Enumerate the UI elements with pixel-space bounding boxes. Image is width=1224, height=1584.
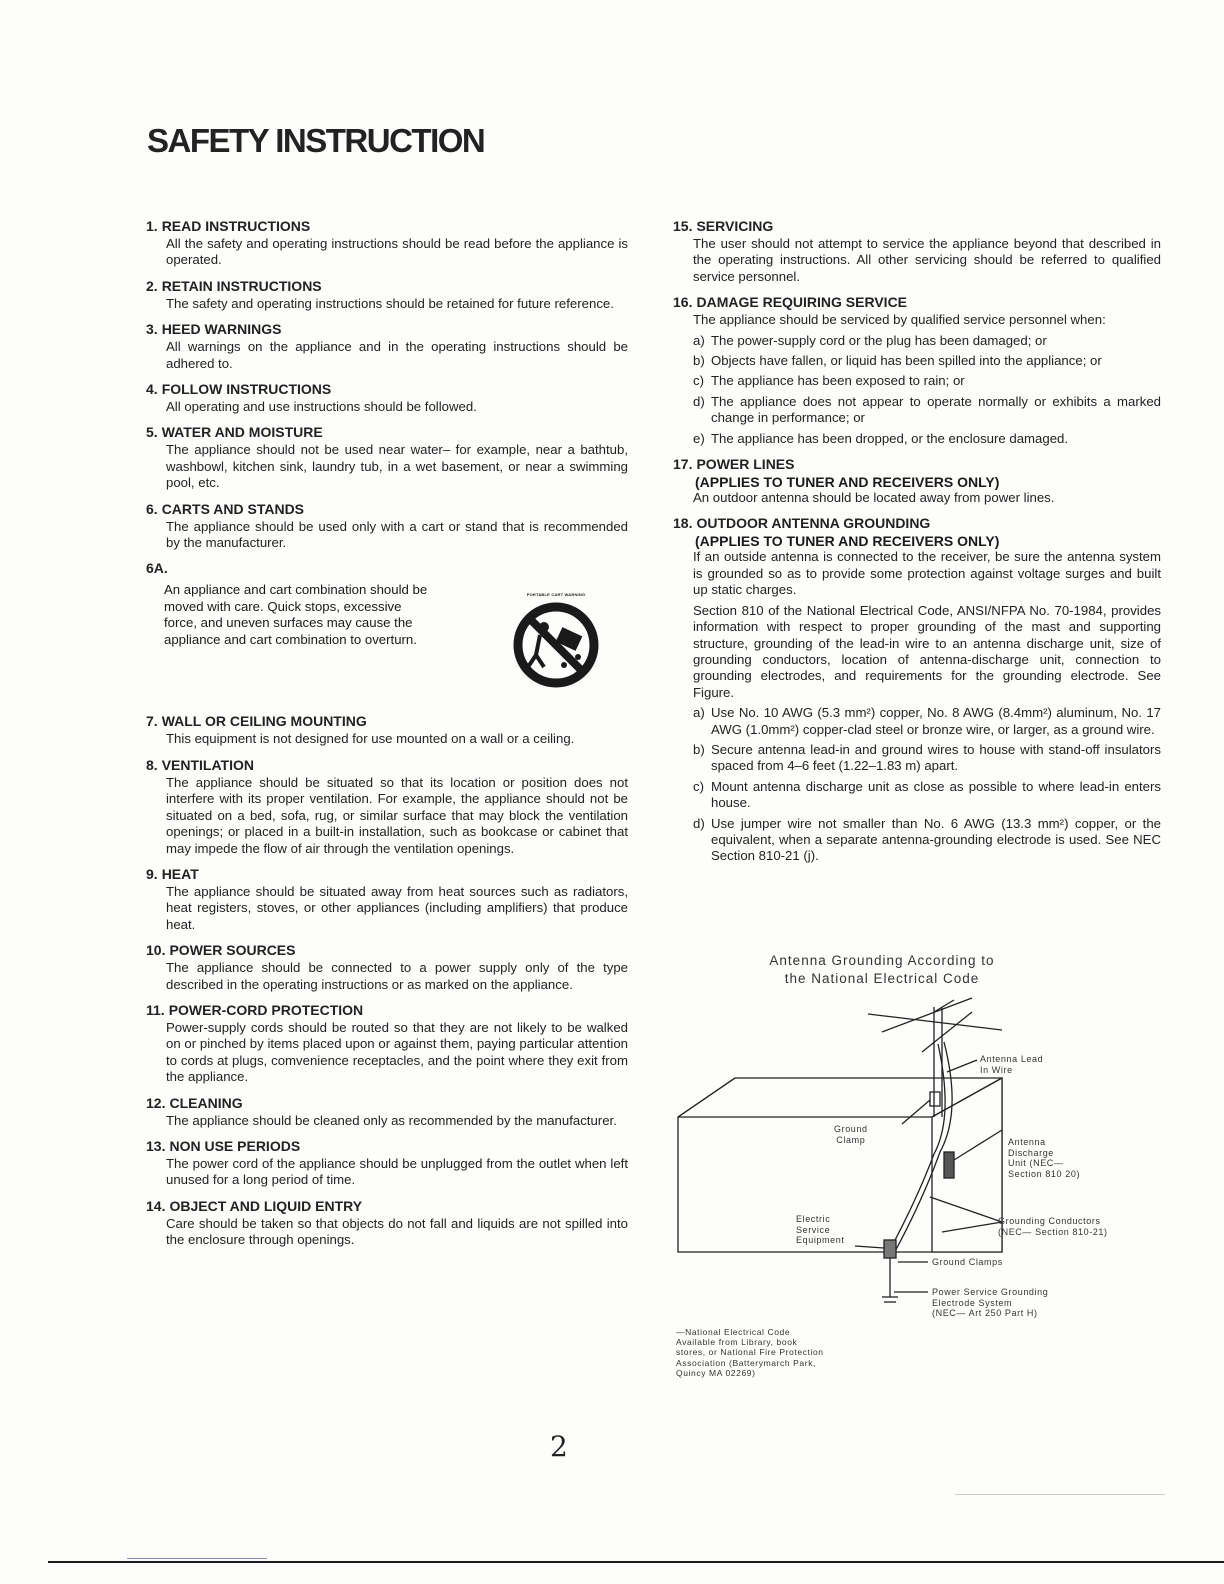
section-subtitle: (APPLIES TO TUNER AND RECEIVERS ONLY) — [695, 533, 1000, 550]
list-text: Objects have fallen, or liquid has been spilled into the appliance; or — [711, 353, 1102, 369]
section-title: POWER SOURCES — [169, 942, 296, 959]
section-title: OBJECT AND LIQUID ENTRY — [169, 1197, 363, 1214]
list-item — [693, 816, 1161, 865]
list-item — [693, 431, 1161, 447]
section-body: The appliance should be situated away from heat sources such as radiators, heat registers, stoves, or other appliances (including amplifiers) that produce heat. — [166, 883, 628, 932]
list-marker: e) — [693, 430, 705, 446]
section-number: 14. — [146, 1197, 166, 1214]
label-antenna-lead-in: Antenna Lead In Wire — [980, 1054, 1044, 1075]
list-marker: c) — [693, 373, 704, 389]
right-column — [673, 218, 1161, 874]
section-title: OUTDOOR ANTENNA GROUNDING — [696, 515, 931, 532]
section-body: All warnings on the appliance and in the operating instructions should be adhered to. — [166, 339, 628, 371]
section-number: 6. — [146, 500, 158, 517]
section-18 — [673, 515, 1161, 864]
section-number: 13. — [146, 1137, 166, 1154]
section-title: DAMAGE REQUIRING SERVICE — [696, 294, 908, 311]
section-number: 18. — [673, 515, 693, 532]
diagram-footnote: —National Electrical Code Available from Library, book stores, or National Fire Protection Association (Batterymarch Park, Quincy MA 02269) — [676, 1327, 824, 1378]
section-title: CARTS AND STANDS — [161, 500, 305, 517]
section-7 — [146, 713, 628, 747]
section-body: All operating and use instructions should be followed. — [166, 399, 477, 415]
section-paragraph: If an outside antenna is connected to the receiver, be sure the antenna system is grounded so as to provide some protection against voltage surges and built up static charges. — [693, 549, 1161, 598]
list-text: Mount antenna discharge unit as close as possible to where lead-in enters house. — [711, 778, 1161, 811]
list-item — [693, 742, 1161, 775]
section-paragraph: Section 810 of the National Electrical Code, ANSI/NFPA No. 70-1984, provides information with respect to proper grounding of the mast and supporting structure, grounding of the lead-in wire to an antenna discharge unit, size of grounding conductors, location of antenna-discharge unit, connection to grounding electrodes, and requirements for the grounding electrode. See Figure. — [693, 602, 1161, 700]
blue-margin-mark — [127, 1558, 267, 1559]
section-11 — [146, 1002, 628, 1086]
section-number: 15. — [673, 218, 693, 234]
section-title: HEAT — [161, 865, 199, 882]
section-title: WALL OR CEILING MOUNTING — [161, 713, 367, 730]
section-body: The power cord of the appliance should be unplugged from the outlet when left unused for a long period of time. — [166, 1155, 628, 1188]
section-number: 10. — [146, 942, 166, 959]
section-4 — [146, 381, 628, 415]
section-title: POWER-CORD PROTECTION — [168, 1001, 364, 1018]
diagram-title-line-2: the National Electrical Code — [784, 971, 980, 986]
section-body: All the safety and operating instructions should be read before the appliance is operated. — [166, 236, 628, 268]
section-number: 16. — [673, 294, 693, 311]
label-ground-clamps: Ground Clamps — [932, 1257, 1003, 1267]
list-marker: b) — [693, 741, 705, 757]
section-16 — [673, 294, 1161, 447]
section-6 — [146, 501, 628, 552]
section-number: 12. — [146, 1094, 166, 1111]
list-text: The power-supply cord or the plug has been damaged; or — [711, 332, 1047, 348]
damage-list — [693, 333, 1161, 447]
section-body: This equipment is not designed for use mounted on a wall or a ceiling. — [166, 731, 575, 747]
section-number: 9. — [146, 865, 158, 882]
cart-warning-figure — [506, 592, 606, 697]
section-12 — [146, 1095, 628, 1129]
list-item — [693, 333, 1161, 349]
section-6a-number: 6A. — [146, 560, 168, 577]
section-body: The appliance should be situated so that its location or position does not interfere with its proper ventilation. For example, the appliance should not be situated on a bed, sofa, rug, or similar surface that may block the ventilation openings; or placed in a built-in installation, such as bookcase or cabinet that may impede the flow of air through the ventilation openings. — [166, 774, 628, 856]
section-body: The user should not attempt to service the appliance beyond that described in the operating instructions. All other servicing should be referred to qualified service personnel. — [693, 236, 1161, 284]
section-number: 7. — [146, 713, 158, 730]
section-17 — [673, 456, 1161, 506]
section-title: FOLLOW INSTRUCTIONS — [161, 381, 332, 398]
section-14 — [146, 1198, 628, 1249]
faint-divider — [955, 1494, 1165, 1495]
label-electric-service-equipment: Electric Service Equipment — [796, 1214, 845, 1245]
list-item — [693, 353, 1161, 369]
section-body: The appliance should be connected to a power supply only of the type described in the operating instructions or as marked on the appliance. — [166, 960, 628, 992]
section-body: The appliance should be used only with a cart or stand that is recommended by the manufacturer. — [166, 518, 628, 551]
section-title: POWER LINES — [696, 456, 795, 473]
section-body: The appliance should be cleaned only as recommended by the manufacturer. — [166, 1112, 617, 1128]
list-item — [693, 779, 1161, 812]
list-text: The appliance has been exposed to rain; or — [711, 373, 965, 389]
section-3 — [146, 321, 628, 372]
section-body: An outdoor antenna should be located away from power lines. — [693, 490, 1055, 506]
section-number: 8. — [146, 756, 158, 773]
section-1 — [146, 218, 628, 269]
list-text: The appliance has been dropped, or the enclosure damaged. — [711, 430, 1069, 446]
list-marker: d) — [693, 393, 705, 409]
section-title: SERVICING — [696, 218, 774, 234]
section-title: WATER AND MOISTURE — [161, 424, 323, 441]
section-number: 2. — [146, 277, 158, 294]
list-marker: a) — [693, 332, 705, 348]
label-grounding-conductors: Grounding Conductors (NEC— Section 810-21) — [998, 1216, 1108, 1237]
section-subtitle: (APPLIES TO TUNER AND RECEIVERS ONLY) — [695, 474, 1000, 491]
list-marker: b) — [693, 353, 705, 369]
section-body: The appliance should not be used near water– for example, near a bathtub, washbowl, kitchen sink, laundry tub, in a wet basement, or near a swimming pool, etc. — [166, 442, 628, 491]
section-10 — [146, 942, 628, 993]
list-marker: c) — [693, 778, 704, 794]
section-number: 17. — [673, 456, 693, 473]
label-ground-clamp: Ground Clamp — [834, 1124, 868, 1145]
list-text: Use jumper wire not smaller than No. 6 AWG (13.3 mm²) copper, or the equivalent, when a separate antenna-grounding electrode is used. See NEC Section 810-21 (j). — [711, 815, 1161, 864]
list-marker: a) — [693, 705, 705, 721]
list-item — [693, 394, 1161, 427]
section-title: CLEANING — [169, 1094, 243, 1111]
section-number: 11. — [146, 1001, 165, 1018]
label-power-service-grounding: Power Service Grounding Electrode System (NEC— Art 250 Part H) — [932, 1287, 1049, 1318]
left-column — [146, 218, 628, 1258]
section-2 — [146, 278, 628, 312]
section-body: The safety and operating instructions should be retained for future reference. — [166, 295, 614, 311]
diagram-title-line-1: Antenna Grounding According to — [769, 953, 995, 968]
section-body: Care should be taken so that objects do not fall and liquids are not spilled into the enclosure through openings. — [166, 1215, 628, 1248]
page-title: SAFETY INSTRUCTION — [147, 122, 485, 159]
page-number: 2 — [550, 1430, 568, 1463]
section-title: RETAIN INSTRUCTIONS — [161, 277, 322, 294]
section-8 — [146, 757, 628, 857]
list-text: Secure antenna lead-in and ground wires to house with stand-off insulators spaced from 4–6 feet (1.22–1.83 m) apart. — [711, 741, 1161, 774]
section-13 — [146, 1138, 628, 1189]
section-number: 1. — [146, 218, 158, 234]
grounding-list — [693, 705, 1161, 865]
section-title: NON USE PERIODS — [169, 1137, 301, 1154]
section-title: VENTILATION — [161, 756, 254, 773]
section-title: HEED WARNINGS — [161, 321, 282, 338]
cart-warning-caption: PORTABLE CART WARNING — [526, 592, 586, 598]
list-text: The appliance does not appear to operate normally or exhibits a marked change in performance; or — [711, 393, 1161, 426]
section-title: READ INSTRUCTIONS — [161, 218, 311, 234]
section-number: 4. — [146, 381, 158, 398]
house-antenna-drawing — [672, 952, 1160, 1332]
antenna-grounding-diagram — [672, 952, 1160, 1402]
section-6a — [146, 560, 628, 704]
section-number: 5. — [146, 424, 158, 441]
list-item — [693, 373, 1161, 389]
section-5 — [146, 424, 628, 491]
section-15 — [673, 218, 1161, 285]
list-text: Use No. 10 AWG (5.3 mm²) copper, No. 8 AWG (8.4mm²) aluminum, No. 17 AWG (1.0mm²) copper-clad steel or bronze wire, or larger, as a ground wire. — [711, 705, 1161, 737]
list-marker: d) — [693, 815, 705, 831]
section-9 — [146, 866, 628, 933]
bottom-rule — [48, 1561, 1224, 1563]
section-number: 3. — [146, 321, 158, 338]
no-cart-tipover-icon — [506, 597, 606, 693]
section-body: Power-supply cords should be routed so that they are not likely to be walked on or pinched by items placed upon or against them, paying particular attention to cords at plugs, comvenience receptacles, and the point where they exit from the appliance. — [166, 1019, 628, 1085]
list-item — [693, 705, 1161, 738]
label-antenna-discharge-unit: Antenna Discharge Unit (NEC— Section 810 20) — [1008, 1137, 1081, 1179]
section-6a-body: An appliance and cart combination should be moved with care. Quick stops, excessive force, and uneven surfaces may cause the appliance and cart combination to overturn. — [164, 582, 428, 647]
section-body: The appliance should be serviced by qualified service personnel when: — [693, 312, 1106, 328]
